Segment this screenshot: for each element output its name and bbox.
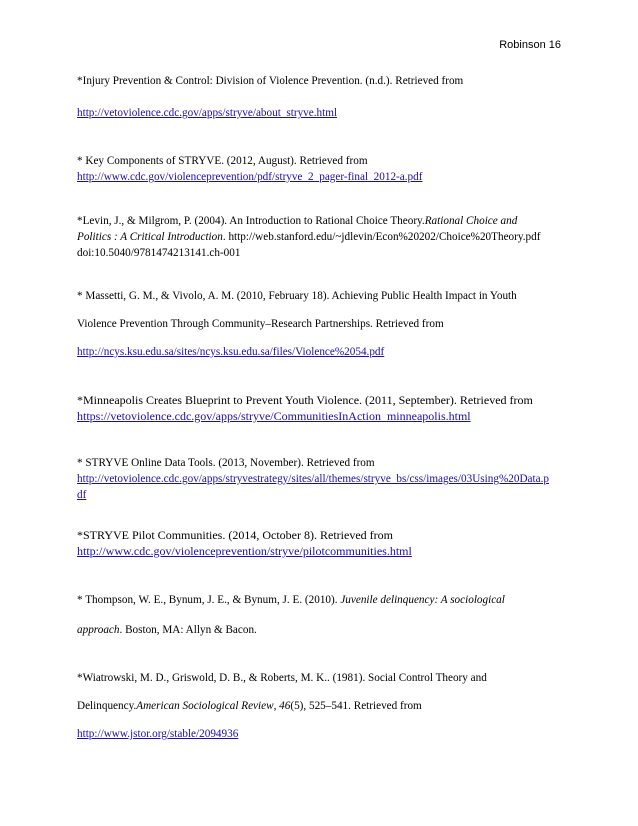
reference-entry: [77, 455, 567, 503]
reference-text: * STRYVE Online Data Tools. (2013, November). Retrieved from: [77, 457, 375, 469]
reference-text: *Injury Prevention & Control: Division of Violence Prevention. (n.d.). Retrieved from: [77, 75, 464, 87]
reference-text: approach. Boston, MA: Allyn & Bacon.: [77, 624, 257, 636]
reference-link[interactable]: http://www.jstor.org/stable/2094936: [77, 728, 239, 740]
reference-link-continued[interactable]: df: [77, 489, 87, 501]
reference-entry: [77, 670, 567, 742]
reference-text: * Thompson, W. E., Bynum, J. E., & Bynum, J. E. (2010). Juvenile delinquency: A sociological: [77, 594, 505, 606]
reference-link[interactable]: http://ncys.ksu.edu.sa/sites/ncys.ksu.edu.sa/files/Violence%2054.pdf: [77, 346, 385, 358]
reference-link[interactable]: http://vetoviolence.cdc.gov/apps/stryve/about_stryve.html: [77, 107, 338, 119]
reference-link[interactable]: http://vetoviolence.cdc.gov/apps/stryvestrategy/sites/all/themes/stryve_bs/css/images/03Using%20Data.p: [77, 473, 549, 485]
reference-entry: [77, 392, 567, 424]
reference-doi: doi:10.5040/9781474213141.ch-001: [77, 247, 241, 259]
reference-link[interactable]: https://vetoviolence.cdc.gov/apps/stryve/CommunitiesInAction_minneapolis.html: [77, 409, 471, 423]
reference-text: * Key Components of STRYVE. (2012, August). Retrieved from: [77, 155, 368, 167]
reference-link[interactable]: http://www.cdc.gov/violenceprevention/pdf/stryve_2_pager-final_2012-a.pdf: [77, 171, 423, 183]
reference-entry: [77, 592, 567, 638]
reference-link[interactable]: http://www.cdc.gov/violenceprevention/stryve/pilotcommunities.html: [77, 544, 412, 558]
reference-entry: [77, 153, 567, 185]
page-header: Robinson 16: [499, 39, 561, 51]
reference-text: Violence Prevention Through Community–Research Partnerships. Retrieved from: [77, 318, 444, 330]
reference-text: *Levin, J., & Milgrom, P. (2004). An Introduction to Rational Choice Theory.Rational Choice and: [77, 215, 518, 227]
reference-entry: [77, 213, 567, 261]
reference-text: *Wiatrowski, M. D., Griswold, D. B., & Roberts, M. K.. (1981). Social Control Theory and: [77, 672, 487, 684]
reference-text: * Massetti, G. M., & Vivolo, A. M. (2010, February 18). Achieving Public Health Impact in Youth: [77, 290, 517, 302]
reference-text: Delinquency.American Sociological Review, 46(5), 525–541. Retrieved from: [77, 700, 422, 712]
reference-entry: [77, 73, 567, 121]
reference-entry: [77, 288, 567, 360]
reference-entry: [77, 527, 567, 559]
reference-text: *STRYVE Pilot Communities. (2014, October 8). Retrieved from: [77, 528, 393, 542]
reference-text: *Minneapolis Creates Blueprint to Prevent Youth Violence. (2011, September). Retrieved from: [77, 393, 533, 407]
reference-text: Politics : A Critical Introduction. http://web.stanford.edu/~jdlevin/Econ%20202/Choice%20Theory.pdf: [77, 231, 541, 243]
